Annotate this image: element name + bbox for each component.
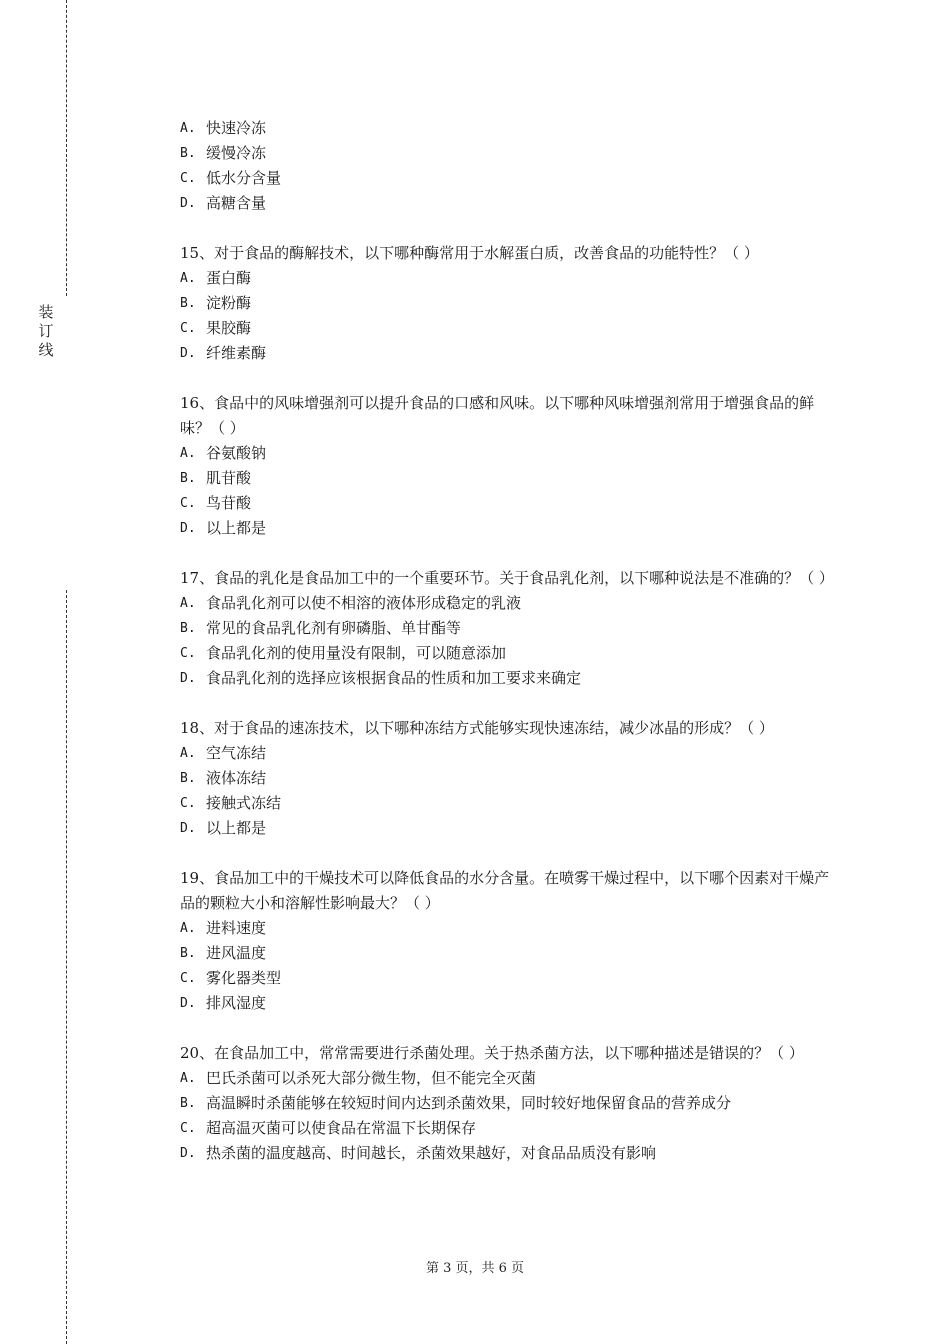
- option-c: [180, 491, 840, 516]
- option-a: [180, 591, 840, 616]
- option-text: 谷氨酸钠: [206, 444, 267, 462]
- option-b: [180, 1091, 840, 1116]
- option-letter: C.: [180, 796, 196, 811]
- option-letter: D.: [180, 346, 196, 361]
- option-b: [180, 941, 840, 966]
- question-text: 19、食品加工中的干燥技术可以降低食品的水分含量。在喷雾干燥过程中，以下哪个因素对干燥产品的颗粒大小和溶解性影响最大？（ ）: [180, 869, 830, 912]
- question-text: 18、对于食品的速冻技术，以下哪种冻结方式能够实现快速冻结，减少冰晶的形成？（ ）: [180, 719, 774, 737]
- option-text: 肌苷酸: [206, 469, 252, 487]
- option-letter: A.: [180, 271, 196, 286]
- option-d: [180, 816, 840, 841]
- option-text: 排风湿度: [206, 994, 267, 1012]
- option-text: 进料速度: [206, 919, 267, 937]
- option-c: [180, 316, 840, 341]
- option-d: [180, 1141, 840, 1166]
- binding-char: 订: [38, 322, 54, 340]
- binding-line-top: [66, 0, 67, 296]
- option-a: [180, 266, 840, 291]
- binding-label: [36, 303, 56, 360]
- option-letter: D.: [180, 1146, 196, 1161]
- option-a: [180, 1066, 840, 1091]
- option-d: [180, 516, 840, 541]
- question-text: 16、食品中的风味增强剂可以提升食品的口感和风味。以下哪种风味增强剂常用于增强食品的鲜味？（ ）: [180, 394, 815, 437]
- option-letter: C.: [180, 171, 196, 186]
- option-b: [180, 466, 840, 491]
- option-text: 食品乳化剂可以使不相溶的液体形成稳定的乳液: [206, 594, 522, 612]
- option-text: 超高温灭菌可以使食品在常温下长期保存: [206, 1119, 477, 1137]
- option-text: 淀粉酶: [206, 294, 252, 312]
- binding-char: 装: [38, 303, 54, 321]
- question-18: [180, 716, 840, 841]
- option-a: [180, 741, 840, 766]
- option-letter: D.: [180, 671, 196, 686]
- option-b: [180, 291, 840, 316]
- option-letter: A.: [180, 596, 196, 611]
- option-text: 常见的食品乳化剂有卵磷脂、单甘酯等: [206, 619, 462, 637]
- option-letter: A.: [180, 446, 196, 461]
- option-text: 低水分含量: [206, 169, 282, 187]
- option-text: 高糖含量: [206, 194, 267, 212]
- option-b: [180, 616, 840, 641]
- question-text: 15、对于食品的酶解技术，以下哪种酶常用于水解蛋白质，改善食品的功能特性？（ ）: [180, 244, 759, 262]
- option-letter: D.: [180, 521, 196, 536]
- option-c: [180, 791, 840, 816]
- option-letter: A.: [180, 1071, 196, 1086]
- prev-question-options: [180, 116, 840, 216]
- option-letter: B.: [180, 1096, 196, 1111]
- option-letter: C.: [180, 496, 196, 511]
- option-letter: B.: [180, 946, 196, 961]
- option-text: 果胶酶: [206, 319, 252, 337]
- option-text: 接触式冻结: [206, 794, 282, 812]
- page-footer: 第 3 页，共 6 页: [425, 1261, 525, 1276]
- option-c: [180, 166, 840, 191]
- option-text: 高温瞬时杀菌能够在较短时间内达到杀菌效果，同时较好地保留食品的营养成分: [206, 1094, 732, 1112]
- option-letter: A.: [180, 921, 196, 936]
- binding-line-bottom: [66, 590, 67, 1344]
- option-d: [180, 191, 840, 216]
- binding-char: 线: [38, 341, 54, 359]
- question-text: 20、在食品加工中，常常需要进行杀菌处理。关于热杀菌方法，以下哪种描述是错误的？（ ）: [180, 1044, 804, 1062]
- option-b: [180, 766, 840, 791]
- option-text: 巴氏杀菌可以杀死大部分微生物，但不能完全灭菌: [206, 1069, 537, 1087]
- option-letter: B.: [180, 146, 196, 161]
- question-16: [180, 391, 840, 541]
- question-text: 17、食品的乳化是食品加工中的一个重要环节。关于食品乳化剂，以下哪种说法是不准确的？（ ）: [180, 569, 834, 587]
- option-text: 雾化器类型: [206, 969, 282, 987]
- option-letter: C.: [180, 971, 196, 986]
- option-text: 以上都是: [206, 519, 267, 537]
- option-letter: C.: [180, 321, 196, 336]
- option-text: 缓慢冷冻: [206, 144, 267, 162]
- option-letter: C.: [180, 1121, 196, 1136]
- option-letter: B.: [180, 296, 196, 311]
- option-text: 进风温度: [206, 944, 267, 962]
- option-letter: A.: [180, 121, 196, 136]
- option-b: [180, 141, 840, 166]
- question-15: [180, 241, 840, 366]
- question-19: [180, 866, 840, 1016]
- question-20: [180, 1041, 840, 1166]
- option-a: [180, 441, 840, 466]
- option-letter: C.: [180, 646, 196, 661]
- option-a: [180, 916, 840, 941]
- option-letter: B.: [180, 771, 196, 786]
- option-letter: D.: [180, 821, 196, 836]
- option-text: 液体冻结: [206, 769, 267, 787]
- option-c: [180, 966, 840, 991]
- option-d: [180, 341, 840, 366]
- question-list: [180, 116, 840, 1166]
- option-letter: A.: [180, 746, 196, 761]
- question-17: [180, 566, 840, 691]
- option-d: [180, 666, 840, 691]
- option-d: [180, 991, 840, 1016]
- option-text: 纤维素酶: [206, 344, 267, 362]
- option-letter: B.: [180, 621, 196, 636]
- option-text: 鸟苷酸: [206, 494, 252, 512]
- option-text: 以上都是: [206, 819, 267, 837]
- option-text: 蛋白酶: [206, 269, 252, 287]
- option-text: 食品乳化剂的选择应该根据食品的性质和加工要求来确定: [206, 669, 582, 687]
- option-text: 快速冷冻: [206, 119, 267, 137]
- option-text: 热杀菌的温度越高、时间越长，杀菌效果越好，对食品品质没有影响: [206, 1144, 657, 1162]
- option-letter: B.: [180, 471, 196, 486]
- option-a: [180, 116, 840, 141]
- option-letter: D.: [180, 196, 196, 211]
- option-text: 食品乳化剂的使用量没有限制，可以随意添加: [206, 644, 507, 662]
- option-letter: D.: [180, 996, 196, 1011]
- option-c: [180, 1116, 840, 1141]
- option-text: 空气冻结: [206, 744, 267, 762]
- option-c: [180, 641, 840, 666]
